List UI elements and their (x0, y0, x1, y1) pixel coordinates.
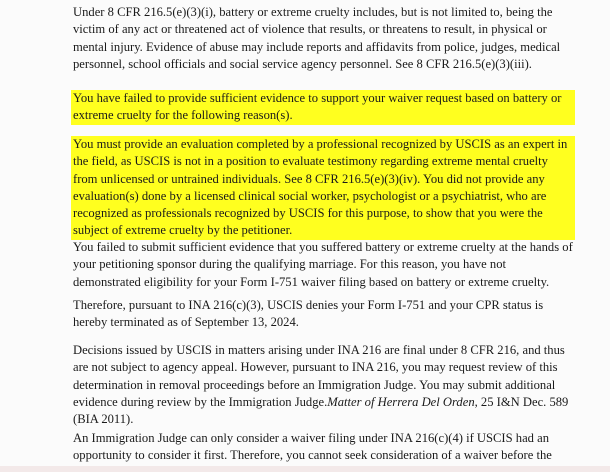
paragraph-insufficient-evidence-highlighted: You have failed to provide sufficient evidence to support your waiver request based on battery or extreme cruelty for the following reason(s). (71, 90, 575, 125)
paragraph-immigration-judge: An Immigration Judge can only consider a waiver filing under INA 216(c)(4) if USCIS had an opportunity to consider it first. Therefore, you cannot seek consideration of a waiver before the (73, 431, 552, 463)
decisions-text: Decisions issued by USCIS in matters arising under INA 216 are final under 8 CFR 216, and thus are not subject to agency appeal. However, pursuant to INA 216, you may request review of this determination in removal proceedings before an Immigration Judge. You may submit additional evidence during review by the Immigration Judge. (73, 343, 565, 409)
paragraph-definition: Under 8 CFR 216.5(e)(3)(i), battery or extreme cruelty includes, but is not limited to, being the victim of any act or threatened act of violence that results, or threatens to result, in physical or mental injury. Evidence of abuse may include reports and affidavits from police, judges, medical personnel, school officials and social service agency personnel. See 8 CFR 216.5(e)(3)(iii). (73, 5, 561, 71)
paragraph-decisions-final (73, 342, 573, 428)
paragraph-failed-to-submit: You failed to submit sufficient evidence that you suffered battery or extreme cruelty at the hands of your petitioning sponsor during the qualifying marriage. For this reason, you have not demonstrated eligibility for your Form I-751 waiver filing based on battery or extreme cruelty. (73, 240, 573, 289)
paragraph-evaluation-requirement-highlighted: You must provide an evaluation completed by a professional recognized by USCIS as an expert in the field, as USCIS is not in a position to evaluate testimony regarding extreme mental cruelty from unlicensed or untrained individuals. See 8 CFR 216.5(e)(3)(iv). You did not provide any evaluation(s) done by a licensed clinical social worker, psychologist or a psychiatrist, who are recognized as professionals recognized by USCIS for this purpose, to show that you were the subject of extreme cruelty by the petitioner. (71, 136, 575, 240)
paragraph-denial: Therefore, pursuant to INA 216(c)(3), USCIS denies your Form I-751 and your CPR status is hereby terminated as of September 13, 2024. (73, 298, 544, 330)
page-bottom-edge (0, 466, 610, 472)
citation-reference: , 25 I&N Dec. 589 (BIA 2011). (73, 394, 569, 427)
case-citation: Matter of Herrera Del Orden (327, 394, 475, 409)
